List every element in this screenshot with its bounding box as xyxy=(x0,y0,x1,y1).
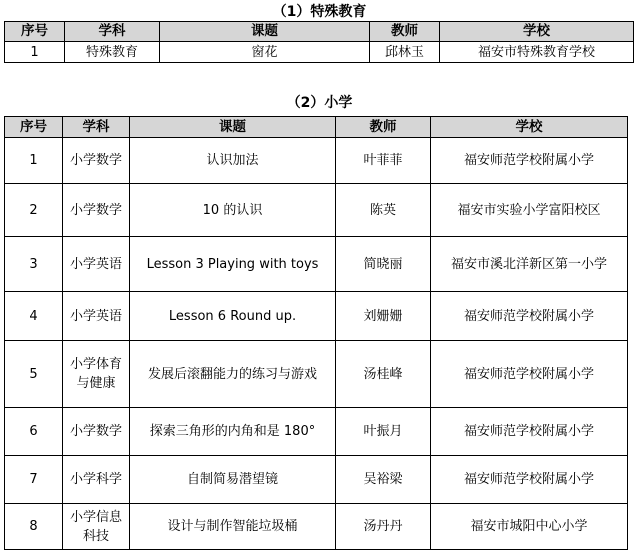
section1-title: （1）特殊教育 xyxy=(272,4,367,20)
cell-subject: 小学科学 xyxy=(63,456,130,504)
cell-no: 3 xyxy=(5,237,63,292)
header-no: 序号 xyxy=(5,117,63,138)
cell-no: 4 xyxy=(5,292,63,341)
cell-no: 1 xyxy=(5,138,63,184)
cell-teacher: 吴裕梁 xyxy=(336,456,431,504)
cell-no: 1 xyxy=(5,42,65,63)
cell-no: 2 xyxy=(5,184,63,237)
cell-subject: 小学体育与健康 xyxy=(63,341,130,408)
header-topic: 课题 xyxy=(130,117,336,138)
cell-teacher: 汤丹丹 xyxy=(336,504,431,550)
cell-school: 福安市城阳中心小学 xyxy=(431,504,628,550)
cell-no: 5 xyxy=(5,341,63,408)
table-row xyxy=(5,408,628,456)
cell-teacher: 邱林玉 xyxy=(370,42,440,63)
header-school: 学校 xyxy=(440,22,634,42)
cell-subject: 小学数学 xyxy=(63,138,130,184)
cell-school: 福安师范学校附属小学 xyxy=(431,408,628,456)
table-row xyxy=(5,237,628,292)
table-row xyxy=(5,456,628,504)
table-row xyxy=(5,504,628,550)
cell-teacher: 叶振月 xyxy=(336,408,431,456)
header-no: 序号 xyxy=(5,22,65,42)
cell-subject: 小学数学 xyxy=(63,184,130,237)
cell-school: 福安市溪北洋新区第一小学 xyxy=(431,237,628,292)
cell-subject: 小学数学 xyxy=(63,408,130,456)
table-row xyxy=(5,184,628,237)
cell-teacher: 陈英 xyxy=(336,184,431,237)
cell-topic: Lesson 6 Round up. xyxy=(130,292,336,341)
cell-topic: 自制简易潜望镜 xyxy=(130,456,336,504)
header-teacher: 教师 xyxy=(336,117,431,138)
table-row xyxy=(5,341,628,408)
cell-subject: 小学英语 xyxy=(63,292,130,341)
header-teacher: 教师 xyxy=(370,22,440,42)
table-header-row xyxy=(5,117,628,138)
cell-school: 福安师范学校附属小学 xyxy=(431,138,628,184)
cell-subject: 小学英语 xyxy=(63,237,130,292)
cell-teacher: 刘姗姗 xyxy=(336,292,431,341)
cell-school: 福安师范学校附属小学 xyxy=(431,341,628,408)
cell-no: 7 xyxy=(5,456,63,504)
cell-school: 福安市特殊教育学校 xyxy=(440,42,634,63)
cell-topic: 设计与制作智能垃圾桶 xyxy=(130,504,336,550)
cell-topic: Lesson 3 Playing with toys xyxy=(130,237,336,292)
header-school: 学校 xyxy=(431,117,628,138)
cell-topic: 发展后滚翻能力的练习与游戏 xyxy=(130,341,336,408)
cell-topic: 10 的认识 xyxy=(130,184,336,237)
table-row xyxy=(5,42,634,63)
table-header-row xyxy=(5,22,634,42)
cell-teacher: 简晓丽 xyxy=(336,237,431,292)
header-topic: 课题 xyxy=(160,22,370,42)
section2-title: （2）小学 xyxy=(286,95,353,111)
cell-teacher: 汤桂峰 xyxy=(336,341,431,408)
cell-topic: 认识加法 xyxy=(130,138,336,184)
cell-subject: 小学信息科技 xyxy=(63,504,130,550)
cell-topic: 窗花 xyxy=(160,42,370,63)
header-subject: 学科 xyxy=(65,22,160,42)
cell-school: 福安师范学校附属小学 xyxy=(431,292,628,341)
cell-subject: 特殊教育 xyxy=(65,42,160,63)
cell-teacher: 叶菲菲 xyxy=(336,138,431,184)
special-education-table xyxy=(4,21,634,63)
cell-topic: 探索三角形的内角和是 180° xyxy=(130,408,336,456)
cell-no: 6 xyxy=(5,408,63,456)
table-row xyxy=(5,138,628,184)
cell-school: 福安市实验小学富阳校区 xyxy=(431,184,628,237)
primary-school-table xyxy=(4,116,628,550)
header-subject: 学科 xyxy=(63,117,130,138)
cell-school: 福安师范学校附属小学 xyxy=(431,456,628,504)
cell-no: 8 xyxy=(5,504,63,550)
table-row xyxy=(5,292,628,341)
